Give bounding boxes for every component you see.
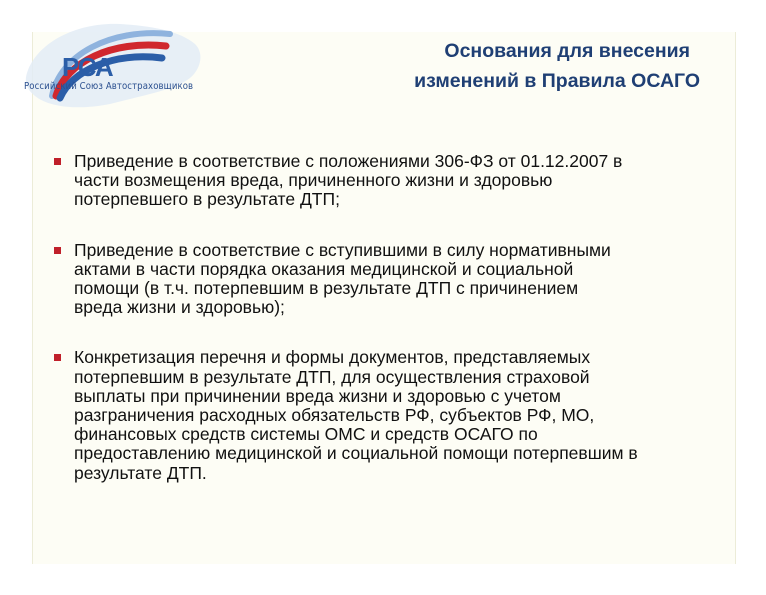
rsa-logo [0, 0, 210, 140]
bullet-line: потерпевшим в результате ДТП, для осуществления страховой [74, 366, 590, 387]
bullet-list [52, 152, 732, 483]
bullet-square-icon [54, 247, 61, 254]
svg-text:РСА: РСА [62, 52, 113, 82]
bullet-line: Конкретизация перечня и формы документов, представляемых [74, 347, 591, 368]
logo-caption: Российский Союз Автостраховщиков [24, 81, 194, 92]
bullet-item-2 [52, 241, 732, 318]
bullet-line: потерпевшего в результате ДТП; [74, 189, 340, 210]
bullet-item-3 [52, 348, 732, 482]
title-line-1: Основания для внесения [444, 40, 690, 62]
title-line-2: изменений в Правила ОСАГО [414, 70, 700, 92]
bullet-item-1 [52, 152, 732, 210]
bullet-line: Приведение в соответствие с положениями 306-ФЗ от 01.12.2007 в [74, 151, 623, 171]
bullet-line: финансовых средств системы ОМС и средств ОСАГО по [74, 424, 538, 445]
bullet-square-icon [54, 354, 61, 361]
bullet-line: актами в части порядка оказания медицинской и социальной [74, 258, 574, 279]
bullet-line: выплаты при причинении вреда жизни и здоровью с учетом [74, 385, 561, 406]
bullet-line: вреда жизни и здоровью); [74, 297, 285, 318]
bullet-line: части возмещения вреда, причиненного жизни и здоровью [74, 170, 553, 191]
bullet-line: предоставлению медицинской и социальной помощи потерпевшим в [74, 443, 638, 464]
bullet-line: результате ДТП. [74, 462, 207, 483]
bullet-line: Приведение в соответствие с вступившими в силу нормативными [74, 239, 611, 260]
bullet-line: разграничения расходных обязательств РФ, субъектов РФ, МО, [74, 405, 595, 426]
rsa-logo-emblem-icon [0, 0, 210, 140]
bullet-square-icon [54, 158, 61, 165]
slide-title [414, 36, 700, 96]
bullet-line: помощи (в т.ч. потерпевшим в результате ДТП с причинением [74, 278, 579, 299]
